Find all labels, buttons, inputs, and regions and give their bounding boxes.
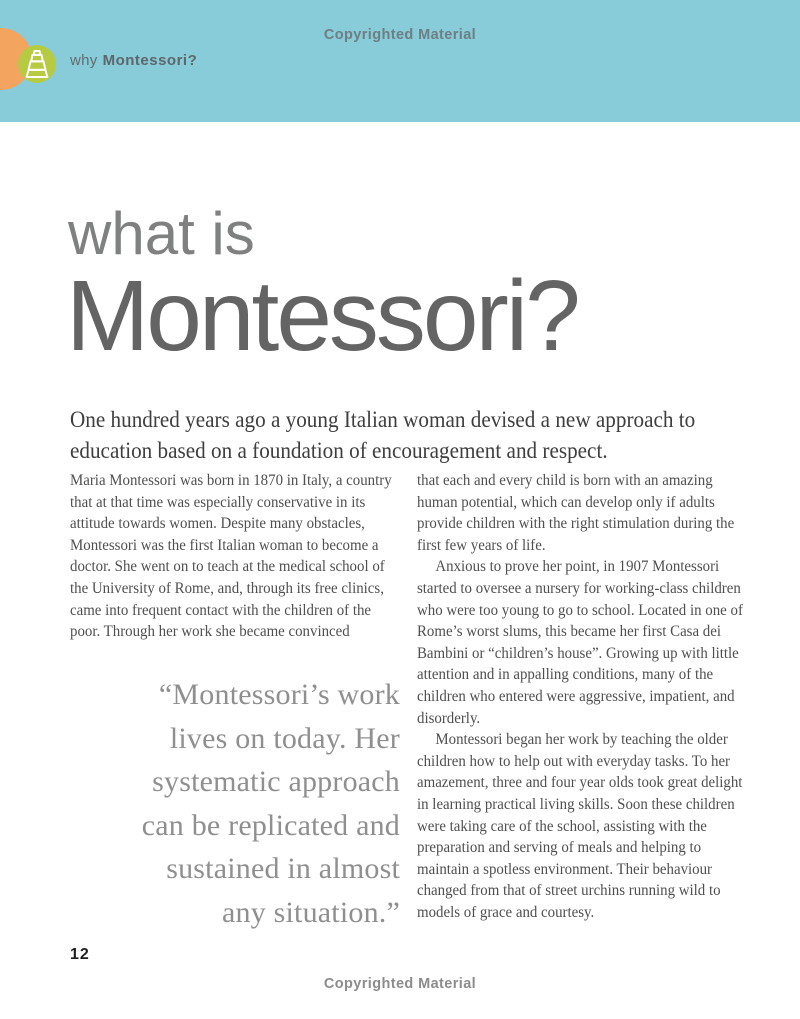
intro-standfirst: One hundred years ago a young Italian woman devised a new approach to education based on a foundation of encouragement and respect.: [70, 407, 696, 463]
stacking-tower-icon: [24, 49, 50, 79]
body-column-right: [417, 470, 779, 923]
chapter-label-prefix: why: [70, 52, 98, 69]
pull-quote-line: can be replicated and: [141, 808, 400, 842]
page-header: [0, 0, 800, 122]
pull-quote-line: systematic approach: [152, 765, 400, 798]
pull-quote-line: “Montessori’s work: [158, 678, 400, 711]
green-circle-badge: [18, 45, 56, 83]
body-column-left: [70, 470, 432, 643]
body-paragraph: Maria Montessori was born in 1870 in Italy, a country that at that time was especially conservative in its attitude towards women. Despite many obstacles, Montessori was the first Italian woman to become a doctor. She went on to teach at the medical school of the University of Rome, and, through its free clinics, came into frequent contact with the children of the poor. Through her work she became convinced: [70, 471, 392, 641]
page-title: Montessori?: [66, 260, 578, 372]
pull-quote-line: lives on today. Her: [169, 721, 400, 755]
body-paragraph: Anxious to prove her point, in 1907 Montessori started to oversee a nursery for working-class children who were too young to go to school. Located in one of Rome’s worst slums, this became her first Casa dei Bambini or “children’s house”. Growing up with little attention and in appalling conditions, many of the children who entered were aggressive, impatient, and disorderly.: [417, 557, 743, 727]
pull-quote-line: any situation.”: [222, 895, 400, 929]
page-number: 12: [70, 946, 90, 963]
page-title-kicker: what is: [68, 200, 255, 267]
pull-quote: [60, 673, 400, 934]
body-paragraph: Montessori began her work by teaching the older children how to help out with everyday tasks. To her amazement, three and four year olds took great delight in learning practical living skills. Soon these children were taking care of the school, assisting with the preparation and serving of meals and helping to maintain a spotless environment. Their behaviour changed from that of street urchins running wild to models of grace and courtesy.: [417, 730, 743, 921]
copyright-notice-top: Copyrighted Material: [323, 27, 477, 43]
chapter-label-title: Montessori?: [102, 52, 198, 69]
copyright-notice-bottom: Copyrighted Material: [323, 976, 477, 992]
pull-quote-line: sustained in almost: [166, 852, 400, 885]
body-paragraph: that each and every child is born with an amazing human potential, which can develop only if adults provide children with the right stimulation during the first few years of life.: [417, 471, 735, 554]
chapter-label: [70, 52, 197, 69]
